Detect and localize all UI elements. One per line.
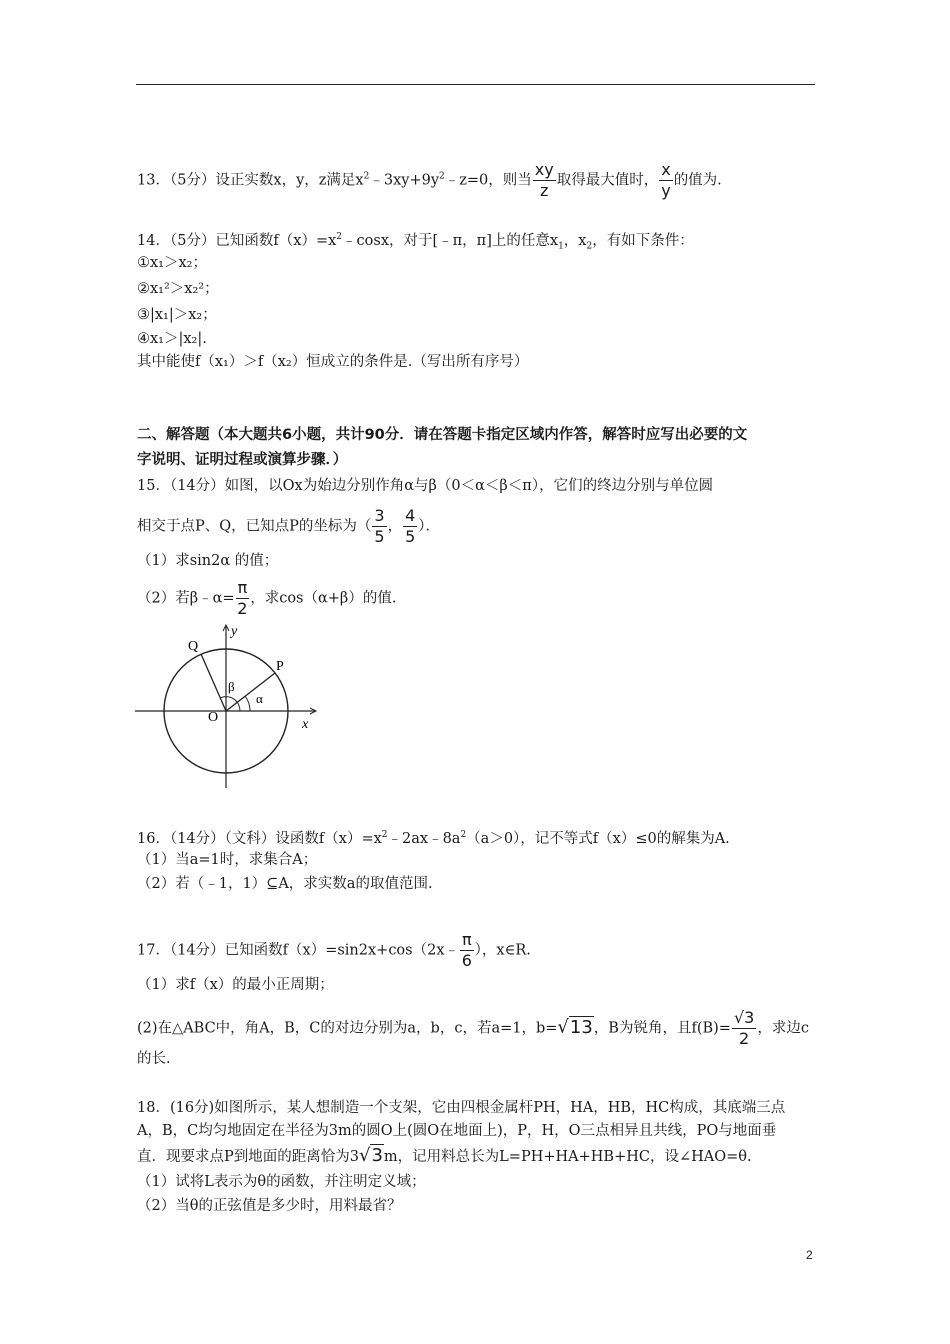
q13-fraction-xy-z: $\frac{xy}{z}$ [534, 160, 554, 200]
q18-part1: （1）试将L表示为θ的函数，并注明定义域； [137, 1174, 426, 1190]
label-alpha: α [256, 691, 263, 706]
label-q: Q [188, 639, 199, 654]
terminal-side-q [201, 654, 226, 711]
section2-heading-line1: 二、解答题（本大题共6小题，共计90分．请在答题卡指定区域内作答，解答时应写出必要的文 [137, 427, 748, 443]
q15-part1: （1）求sin2α 的值； [137, 553, 279, 569]
q15-fraction-4-5: $\frac{4}{5}$ [405, 506, 416, 546]
alpha-arc [245, 696, 250, 711]
q17-sqrt-13: √13 [557, 1016, 593, 1038]
q14-line1: 14．（5分）已知函数$f(x)=x^2﹣\cos x$，对于[﹣π，π]上的任意$x_1$，$x_2$，有如下条件： [137, 232, 694, 252]
q14-last-line: 其中能使f（x₁）＞f（x₂）恒成立的条件是.（写出所有序号） [137, 354, 529, 370]
q13-fraction-x-y: $\frac{x}{y}$ [661, 160, 671, 200]
label-beta: β [228, 679, 235, 694]
header-rule [136, 84, 815, 85]
q17-line1: 17．（14分）已知函数f（x）=sin2x+cos（2x﹣ $\frac{\pi}{6}$ ），x∈R. [137, 930, 531, 970]
section2-heading-line2: 字说明、证明过程或演算步骤．） [137, 452, 348, 468]
q17-part2: (2)在△ABC中，角A，B，C的对边分别为a，b，c，若a=1，b=√13，B为锐角，且f(B)= $\frac{√3}{2}$ ，求边c [137, 1008, 809, 1048]
q14-condition-1: ①x₁＞x₂； [137, 255, 207, 271]
q13-line: 13．（5分）设正实数x，y，z满足$x^2﹣3xy+9y^2﹣z=0$，则当 $\frac{xy}{z}$ 取得最大值时， $\frac{x}{y}$ 的值为. [137, 160, 722, 200]
q14-condition-2: ②x₁²＞x₂²； [137, 281, 219, 297]
q15-line2: 相交于点P、Q，已知点P的坐标为（ $\frac{3}{5}$ ， $\frac{4}{5}$ ）． [137, 506, 441, 546]
q16-part1: （1）当a=1时，求集合A； [137, 852, 318, 868]
q15-part2: （2）若β﹣α= $\frac{\pi}{2}$ ，求cos（α+β）的值. [137, 578, 397, 618]
q14-condition-4: ④x₁＞|x₂|. [137, 331, 207, 347]
q17-part1: （1）求f（x）的最小正周期； [137, 977, 334, 993]
page-number: 2 [806, 1248, 813, 1262]
q18-line2: A，B，C均匀地固定在半径为3m的圆O上(圆O在地面上)，P，H，O三点相异且共线，PO与地面垂 [137, 1123, 777, 1139]
q18-line1: 18．(16分)如图所示，某人想制造一个支架，它由四根金属杆PH，HA，HB，HC构成，其底端三点 [137, 1100, 786, 1116]
label-y: y [231, 624, 238, 639]
q18-part2: （2）当θ的正弦值是多少时，用料最省？ [137, 1198, 402, 1214]
q15-line1: 15．（14分）如图，以Ox为始边分别作角α与β（0＜α＜β＜π），它们的终边分别与单位圆 [137, 478, 714, 494]
q15-fraction-pi-2: $\frac{\pi}{2}$ [237, 578, 248, 618]
q14-condition-3: ③|x₁|＞x₂； [137, 307, 217, 323]
q16-line1: 16．（14分）（文科）设函数$f(x)=x^2﹣2ax﹣8a^2(a>0)$，记不等式f（x）≤0的解集为A. [137, 830, 730, 847]
q18-sqrt-3: √3 [358, 1145, 383, 1166]
q17-fraction-pi-6: $\frac{\pi}{6}$ [461, 930, 472, 970]
q17-part2-end: 的长. [137, 1051, 171, 1067]
label-p: P [276, 659, 284, 674]
q16-part2: （2）若（﹣1，1）⊆A，求实数a的取值范围. [137, 876, 433, 892]
label-x: x [302, 717, 309, 732]
unit-circle-figure [130, 618, 330, 793]
q15-fraction-3-5: $\frac{3}{5}$ [374, 506, 385, 546]
q18-line3: 直．现要求点P到地面的距离恰为3√3m，记用料总长为L=PH+HA+HB+HC，设∠HAO=θ. [137, 1145, 752, 1166]
label-o: O [208, 710, 219, 725]
q17-fraction-sqrt3-2: $\frac{√3}{2}$ [733, 1008, 755, 1048]
